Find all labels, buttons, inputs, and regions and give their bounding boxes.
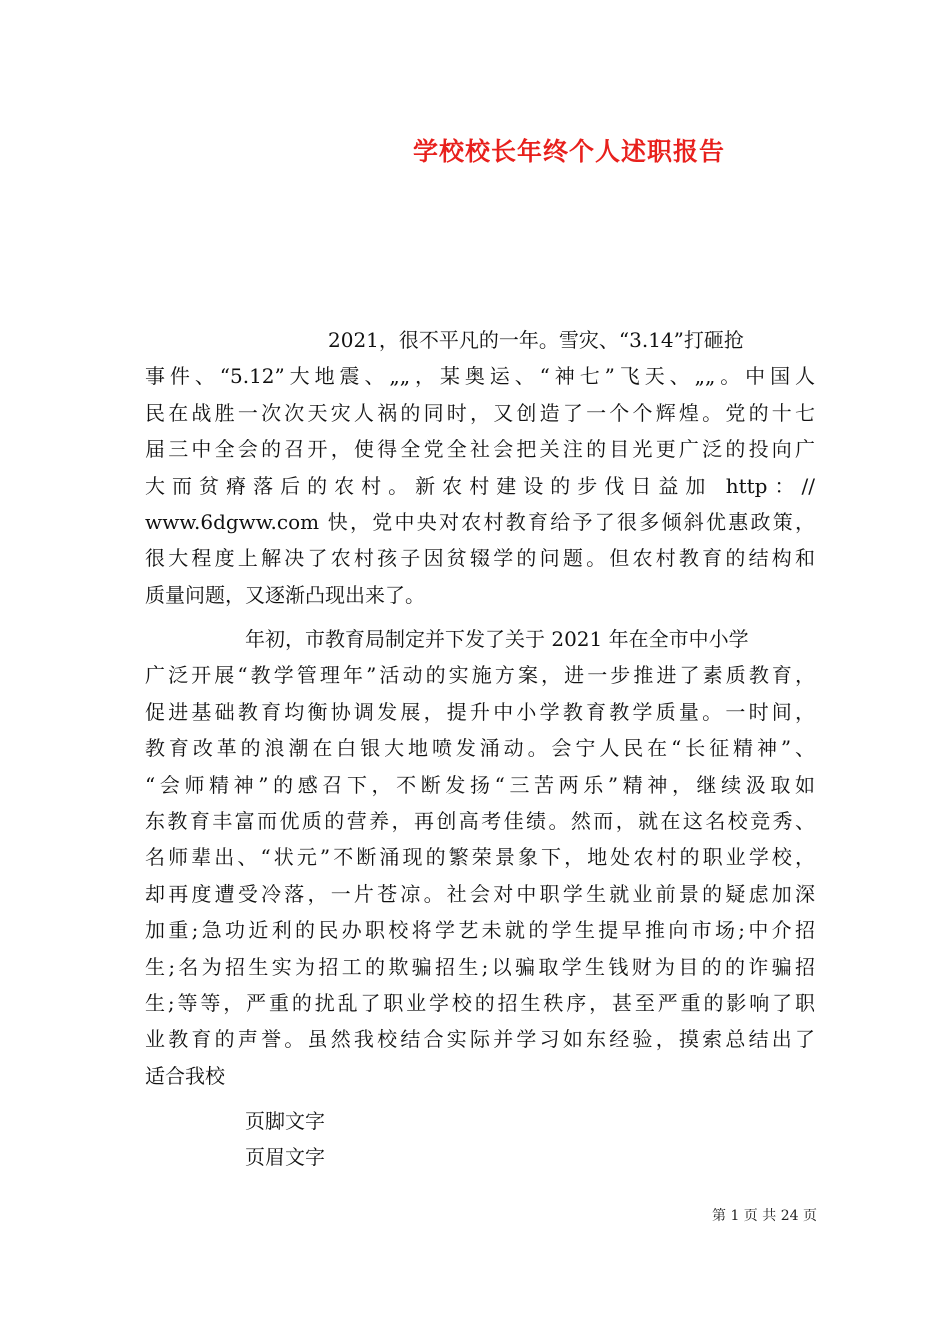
paragraph-line: 加重;急功近利的民办职校将学艺未就的学生提早推向市场;中介招 xyxy=(145,918,815,943)
paragraph-line: 东教育丰富而优质的营养，再创高考佳绩。然而，就在这名校竞秀、 xyxy=(145,808,815,833)
paragraph-line: 名师辈出、“状元”不断涌现的繁荣景象下，地处农村的职业学校， xyxy=(145,845,815,870)
paragraph-line: 年初，市教育局制定并下发了关于 2021 年在全市中小学 xyxy=(245,627,749,651)
paragraph-line: 2021，很不平凡的一年。雪灾、“3.14”打砸抢 xyxy=(328,328,744,352)
paragraph-line: 民在战胜一次次天灾人祸的同时，又创造了一个个辉煌。党的十七 xyxy=(145,400,815,425)
paragraph-line: 却再度遭受冷落，一片苍凉。社会对中职学生就业前景的疑虑加深 xyxy=(145,881,815,906)
paragraph-line: 大而贫瘠落后的农村。新农村建设的步伐日益加 http：// xyxy=(145,473,815,498)
page-number: 第 1 页 共 24 页 xyxy=(712,1208,817,1224)
paragraph-line: 事件、“5.12”大地震、„„，某奥运、“神七”飞天、„„。中国人 xyxy=(145,364,815,389)
paragraph-line: 教育改革的浪潮在白银大地喷发涌动。会宁人民在“长征精神”、 xyxy=(145,736,815,761)
paragraph-line: www.6dgww.com 快，党中央对农村教育给予了很多倾斜优惠政策， xyxy=(145,509,815,534)
paragraph-line: 届三中全会的召开，使得全党全社会把关注的目光更广泛的投向广 xyxy=(145,437,815,462)
paragraph-line: 生;名为招生实为招工的欺骗招生;以骗取学生钱财为目的的诈骗招 xyxy=(145,954,815,979)
header-placeholder-text: 页眉文字 xyxy=(245,1145,325,1169)
paragraph-2 xyxy=(145,621,815,1094)
paragraph-1 xyxy=(145,322,815,613)
paragraph-line: “会师精神”的感召下，不断发扬“三苦两乐”精神，继续汲取如 xyxy=(145,772,815,797)
paragraph-line: 广泛开展“教学管理年”活动的实施方案，进一步推进了素质教育， xyxy=(145,663,815,688)
paragraph-line: 生;等等，严重的扰乱了职业学校的招生秩序，甚至严重的影响了职 xyxy=(145,990,815,1015)
paragraph-line: 适合我校 xyxy=(145,1063,225,1088)
paragraph-line: 很大程度上解决了农村孩子因贫辍学的问题。但农村教育的结构和 xyxy=(145,546,815,571)
placeholder-notes xyxy=(245,1103,325,1175)
paragraph-line: 促进基础教育均衡协调发展，提升中小学教育教学质量。一时间， xyxy=(145,699,815,724)
footer-placeholder-text: 页脚文字 xyxy=(245,1109,325,1133)
paragraph-line: 业教育的声誉。虽然我校结合实际并学习如东经验，摸索总结出了 xyxy=(145,1027,815,1052)
document-title: 学校校长年终个人述职报告 xyxy=(413,137,726,166)
paragraph-line: 质量问题，又逐渐凸现出来了。 xyxy=(145,582,425,607)
